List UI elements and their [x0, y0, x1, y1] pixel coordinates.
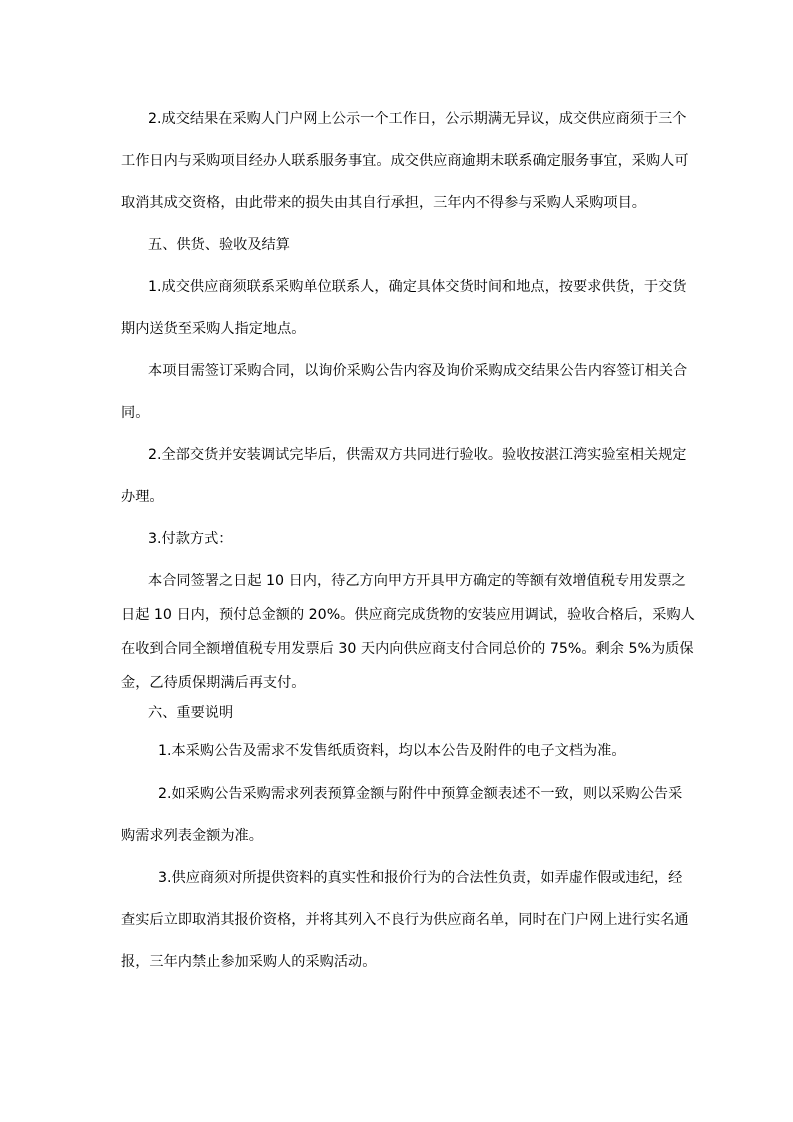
text-line: 取消其成交资格，由此带来的损失由其自行承担，三年内不得参与采购人采购项目。	[121, 195, 646, 211]
text-line: 2.全部交货并安装调试完毕后，供需双方共同进行验收。验收按湛江湾实验室相关规定	[148, 447, 687, 463]
text-line: 日起 10 日内，预付总金额的 20%。供应商完成货物的安装应用调试，验收合格后，采购人	[121, 607, 695, 623]
text-line: 购需求列表金额为准。	[121, 828, 263, 844]
text-line: 2.成交结果在采购人门户网上公示一个工作日，公示期满无异议，成交供应商须于三个	[148, 111, 687, 127]
text-line: 办理。	[121, 489, 164, 505]
text-line: 2.如采购公告采购需求列表预算金额与附件中预算金额表述不一致，则以采购公告采	[158, 786, 683, 802]
text-line: 在收到合同全额增值税专用发票后 30 天内向供应商支付合同总价的 75%。剩余 5%为质保	[121, 641, 694, 657]
section-heading: 六、重要说明	[148, 705, 234, 721]
text-line: 金，乙待质保期满后再支付。	[121, 675, 306, 691]
text-line: 报，三年内禁止参加采购人的采购活动。	[121, 954, 377, 970]
text-line: 期内送货至采购人指定地点。	[121, 321, 306, 337]
text-line: 工作日内与采购项目经办人联系服务事宜。成交供应商逾期未联系确定服务事宜，采购人可	[121, 153, 689, 169]
text-line: 1.成交供应商须联系采购单位联系人，确定具体交货时间和地点，按要求供货，于交货	[148, 279, 687, 295]
text-line: 3.付款方式：	[148, 531, 233, 547]
text-line: 同。	[121, 405, 150, 421]
text-line: 本合同签署之日起 10 日内，待乙方向甲方开具甲方确定的等额有效增值税专用发票之	[148, 573, 686, 589]
text-line: 1.本采购公告及需求不发售纸质资料，均以本公告及附件的电子文档为准。	[158, 743, 626, 759]
text-line: 本项目需签订采购合同，以询价采购公告内容及询价采购成交结果公告内容签订相关合	[148, 363, 688, 379]
section-heading: 五、供货、验收及结算	[148, 237, 290, 253]
text-line: 3.供应商须对所提供资料的真实性和报价行为的合法性负责，如弄虚作假或违纪，经	[158, 870, 683, 886]
text-line: 查实后立即取消其报价资格，并将其列入不良行为供应商名单，同时在门户网上进行实名通	[121, 912, 689, 928]
